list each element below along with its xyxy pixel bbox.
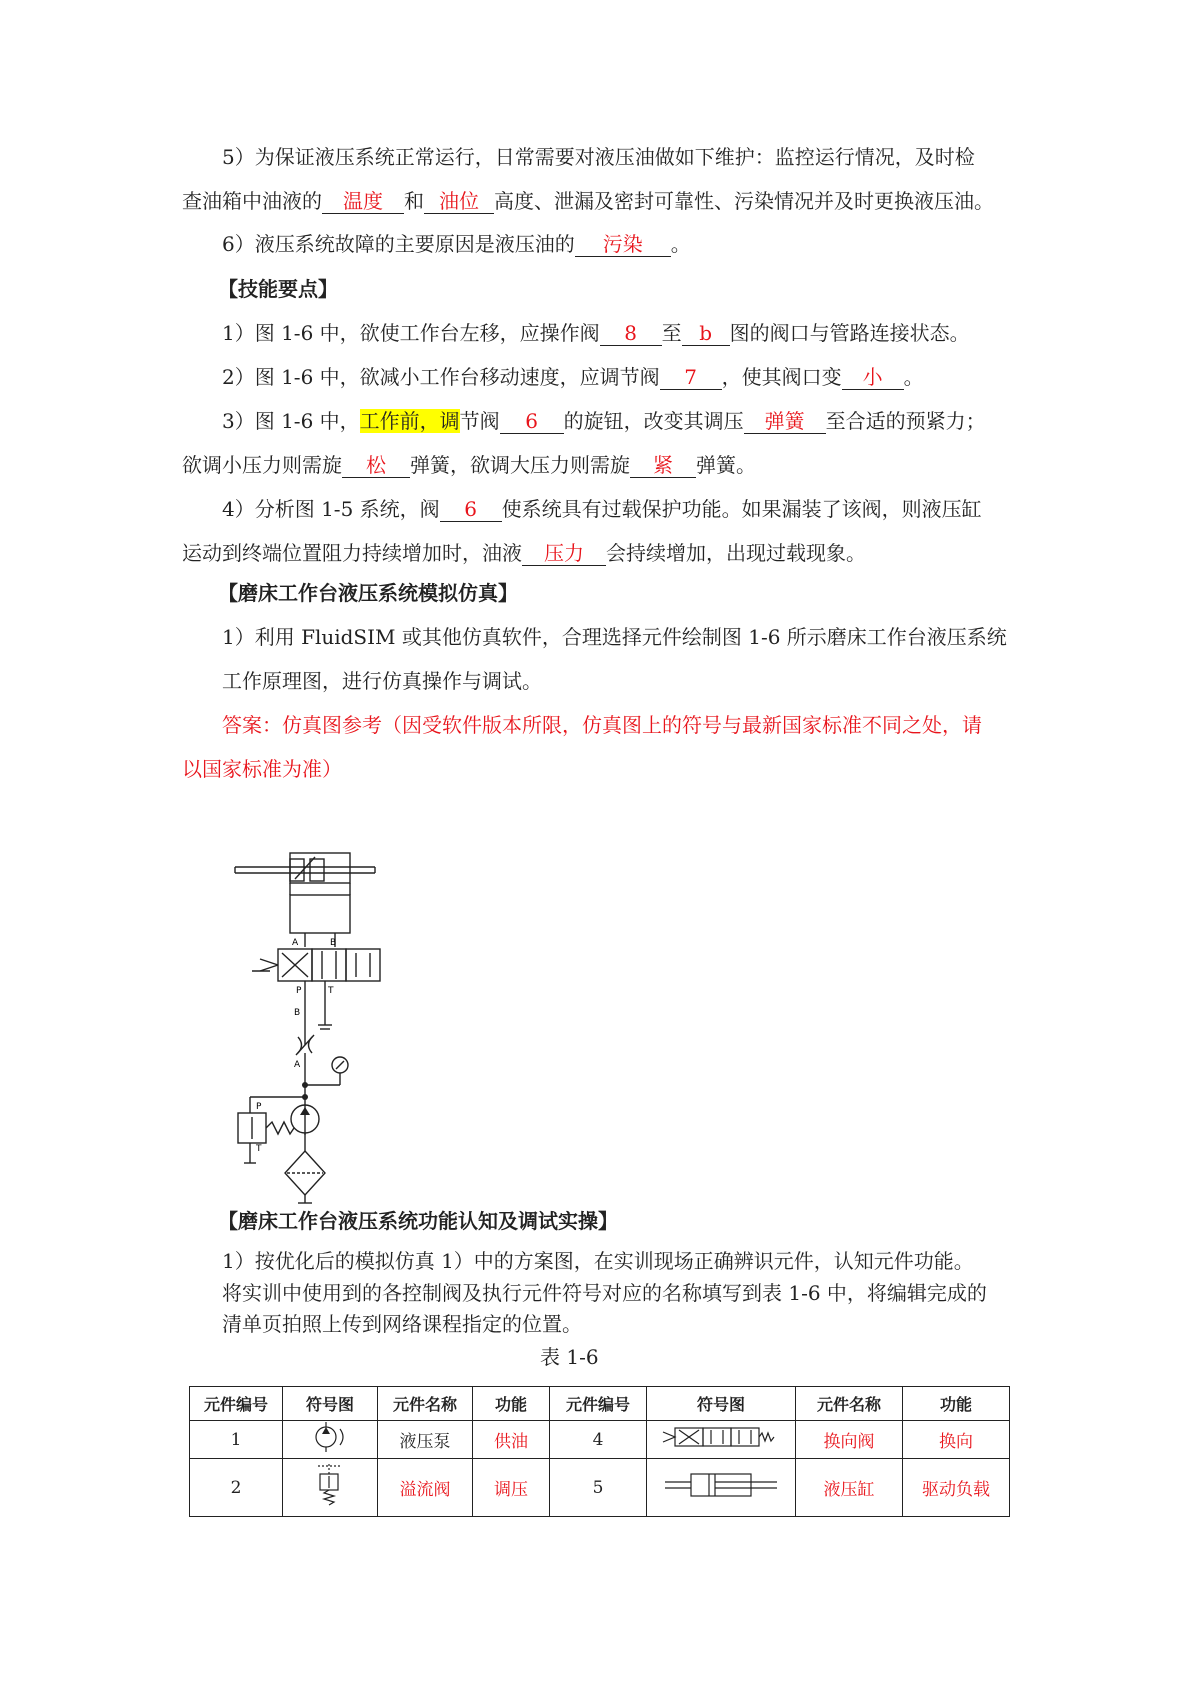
blank-oil-level: 油位 (424, 189, 494, 214)
blank-pollution: 污染 (575, 232, 671, 257)
practice-item-1-cont: 将实训中使用到的各控制阀及执行元件符号对应的名称填写到表 1-6 中，将编辑完成的 (222, 1281, 987, 1305)
cell-function: 换向 (903, 1421, 1010, 1459)
para-maintenance-1: 5）为保证液压系统正常运行，日常需要对液压油做如下维护：监控运行情况，及时检 (222, 145, 975, 169)
cell-function: 调压 (473, 1459, 550, 1517)
component-table (189, 1386, 1010, 1517)
blank-valve-8: 8 (600, 321, 662, 346)
relief-label-t: T (256, 1144, 262, 1154)
skill-item-1: 1）图 1-6 中，欲使工作台左移，应操作阀 8 至 b 图的阀口与管路连接状态。 (222, 321, 970, 345)
cell-name: 液压泵 (378, 1421, 473, 1459)
section-simulation: 【磨床工作台液压系统模拟仿真】 (218, 581, 518, 605)
skill-item-2: 2）图 1-6 中，欲减小工作台移动速度，应调节阀 7 ，使其阀口变 小 。 (222, 365, 924, 389)
blank-position-b: b (682, 321, 730, 346)
blank-temperature: 温度 (322, 189, 404, 214)
col-header: 元件编号 (550, 1387, 647, 1421)
blank-valve-6: 6 (500, 409, 564, 434)
port-label-t: T (328, 986, 334, 996)
skill-item-3: 3）图 1-6 中，工作前，调节阀 6 的旋钮，改变其调压 弹簧 至合适的预紧力； (222, 409, 986, 433)
blank-pressure: 压力 (522, 541, 606, 566)
cell-name: 液压缸 (796, 1459, 903, 1517)
port-label-a: A (292, 938, 299, 948)
practice-item-1-cont2: 清单页拍照上传到网络课程指定的位置。 (222, 1312, 582, 1336)
sim-item-1: 1）利用 FluidSIM 或其他仿真软件，合理选择元件绘制图 1-6 所示磨床工作台液压系统 (222, 625, 1007, 649)
table-caption: 表 1-6 (540, 1345, 599, 1369)
blank-tighten: 紧 (630, 453, 696, 478)
relief-valve-symbol-icon (283, 1459, 378, 1517)
cell-function: 驱动负载 (903, 1459, 1010, 1517)
cell-no: 5 (550, 1459, 647, 1517)
blank-valve-7: 7 (660, 365, 722, 390)
answer-note-cont: 以国家标准为准） (182, 757, 342, 781)
cell-function: 供油 (473, 1421, 550, 1459)
blank-spring: 弹簧 (744, 409, 826, 434)
cell-name: 溢流阀 (378, 1459, 473, 1517)
col-header: 符号图 (647, 1387, 796, 1421)
para-fault: 6）液压系统故障的主要原因是液压油的 污染 。 (222, 232, 691, 256)
table-row (190, 1459, 1010, 1517)
skill-item-4: 4）分析图 1-5 系统，阀 6 使系统具有过载保护功能。如果漏装了该阀，则液压缸 (222, 497, 982, 521)
skill-item-4-cont: 运动到终端位置阻力持续增加时，油液 压力 会持续增加，出现过载现象。 (182, 541, 866, 565)
port-label-p: P (296, 986, 302, 996)
col-header: 元件名称 (796, 1387, 903, 1421)
relief-label-p: P (256, 1102, 262, 1112)
cell-name: 换向阀 (796, 1421, 903, 1459)
throttle-label-a: A (294, 1060, 301, 1070)
hydraulic-circuit-diagram (230, 845, 390, 1205)
cell-no: 1 (190, 1421, 283, 1459)
blank-valve-6b: 6 (440, 497, 502, 522)
section-practice: 【磨床工作台液压系统功能认知及调试实操】 (218, 1209, 618, 1233)
port-label-b: B (330, 938, 337, 948)
col-header: 符号图 (283, 1387, 378, 1421)
practice-item-1: 1）按优化后的模拟仿真 1）中的方案图，在实训现场正确辨识元件，认知元件功能。 (222, 1249, 974, 1273)
para-maintenance-2: 查油箱中油液的 温度 和 油位 高度、泄漏及密封可靠性、污染情况并及时更换液压油。 (182, 189, 994, 213)
col-header: 元件名称 (378, 1387, 473, 1421)
col-header: 元件编号 (190, 1387, 283, 1421)
sim-item-1-cont: 工作原理图，进行仿真操作与调试。 (222, 669, 542, 693)
cell-no: 2 (190, 1459, 283, 1517)
skill-item-3-cont: 欲调小压力则需旋 松 弹簧，欲调大压力则需旋 紧 弹簧。 (182, 453, 756, 477)
col-header: 功能 (473, 1387, 550, 1421)
table-header-row (190, 1387, 1010, 1421)
throttle-label-b: B (294, 1008, 301, 1018)
table-row (190, 1421, 1010, 1459)
blank-small: 小 (842, 365, 904, 390)
pump-symbol-icon (283, 1421, 378, 1459)
answer-note: 答案：仿真图参考（因受软件版本所限，仿真图上的符号与最新国家标准不同之处，请 (222, 713, 982, 737)
blank-loosen: 松 (342, 453, 410, 478)
cylinder-symbol-icon (647, 1459, 796, 1517)
valve-symbol-icon (647, 1421, 796, 1459)
col-header: 功能 (903, 1387, 1010, 1421)
section-skill-points: 【技能要点】 (218, 277, 338, 301)
cell-no: 4 (550, 1421, 647, 1459)
